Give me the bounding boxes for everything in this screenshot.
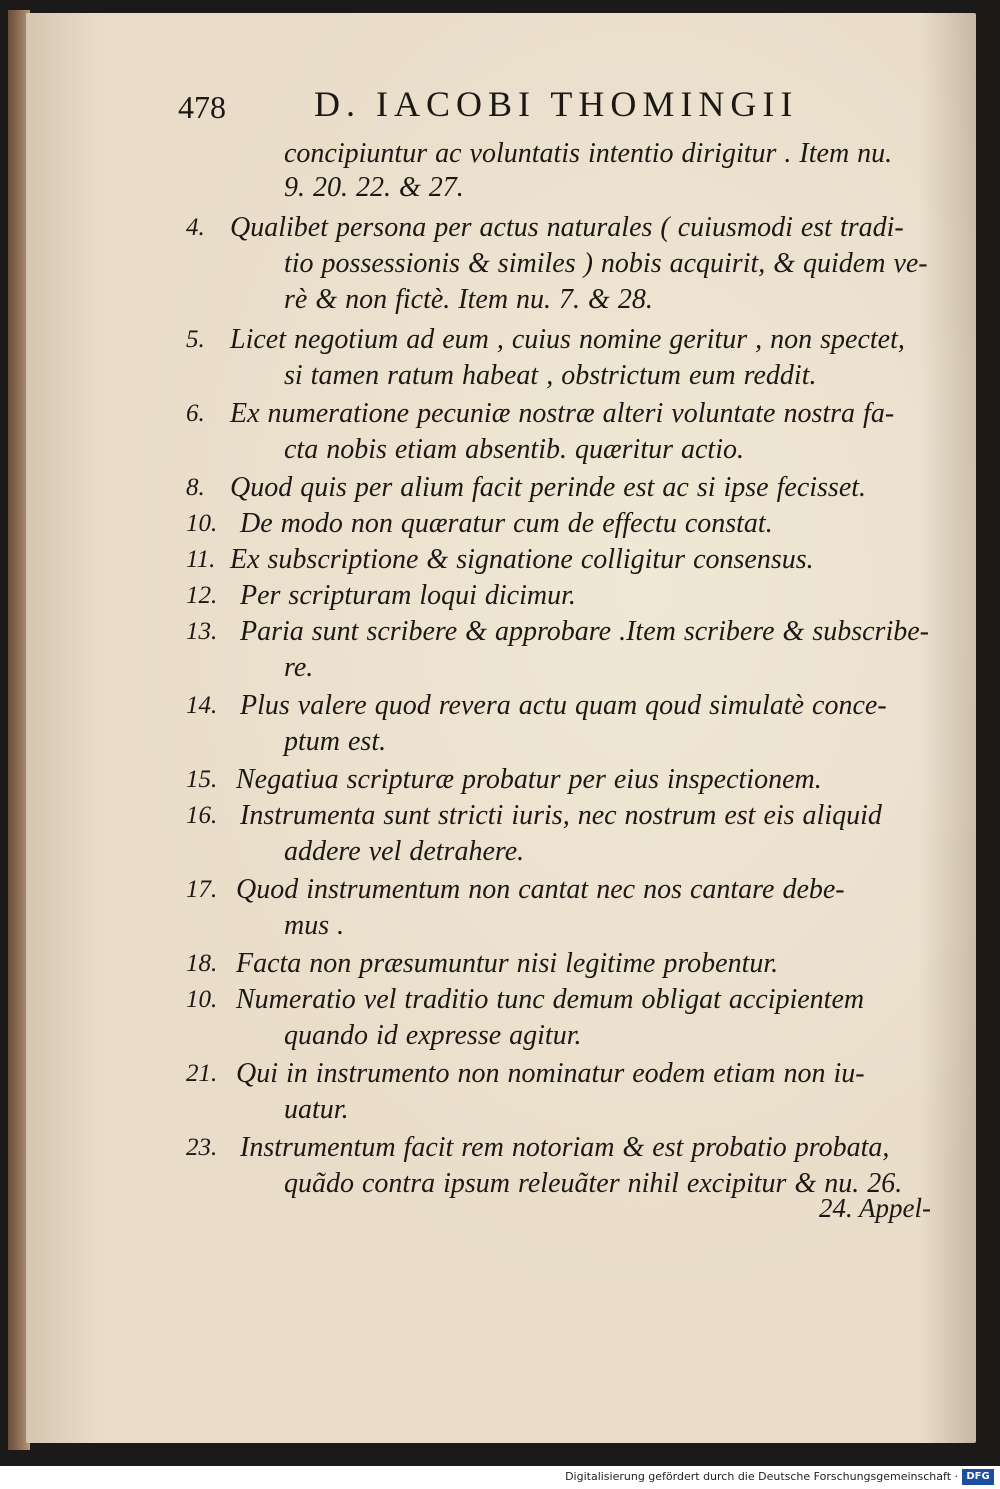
entry-number: 8. xyxy=(186,474,205,501)
entry-line: quando id expresse agitur. xyxy=(284,1020,582,1051)
entry-line: Per scripturam loqui dicimur. xyxy=(240,580,576,611)
entry-line: Numeratio vel traditio tunc demum obligat accipientem xyxy=(236,984,865,1015)
page-number: 478 xyxy=(178,89,226,125)
entry-number: 12. xyxy=(186,582,218,609)
entry-number: 14. xyxy=(186,692,218,719)
entry-line: re. xyxy=(284,652,314,683)
entry-line: Paria sunt scribere & approbare .Item scribere & subscribe- xyxy=(240,616,929,647)
entry-number: 13. xyxy=(186,618,218,645)
entry-number: 23. xyxy=(186,1134,218,1161)
entry-line: Instrumenta sunt stricti iuris, nec nostrum est eis aliquid xyxy=(240,800,882,831)
entry-number: 15. xyxy=(186,766,218,793)
dfg-logo: DFG xyxy=(962,1469,994,1485)
entry-line: Plus valere quod revera actu quam qoud simulatè conce- xyxy=(240,690,887,721)
entry-number: 17. xyxy=(186,876,218,903)
entry-line: rè & non fictè. Item nu. 7. & 28. xyxy=(284,284,653,315)
entry-number: 10. xyxy=(186,510,218,537)
entry-line: 9. 20. 22. & 27. xyxy=(284,172,464,203)
entry-number: 10. xyxy=(186,986,218,1013)
funding-credit: Digitalisierung gefördert durch die Deutsche Forschungsgemeinschaft · xyxy=(565,1470,958,1483)
entry-line: Qualibet persona per actus naturales ( cuiusmodi est tradi- xyxy=(230,212,904,243)
summary-list xyxy=(26,13,976,1443)
entry-line: concipiuntur ac voluntatis intentio dirigitur . Item nu. xyxy=(284,138,893,169)
entry-line: Ex numeratione pecuniæ nostræ alteri voluntate nostra fa- xyxy=(230,398,895,429)
entry-number: 16. xyxy=(186,802,218,829)
entry-line: Quod quis per alium facit perinde est ac si ipse fecisset. xyxy=(230,472,867,503)
entry-line: addere vel detrahere. xyxy=(284,836,525,867)
entry-number: 6. xyxy=(186,400,205,427)
book-page xyxy=(26,13,976,1443)
running-head-title: D. IACOBI THOMINGII xyxy=(314,84,799,124)
footer-bar xyxy=(0,1466,1000,1489)
entry-line: Quod instrumentum non cantat nec nos cantare debe- xyxy=(236,874,845,905)
entry-line: si tamen ratum habeat , obstrictum eum reddit. xyxy=(284,360,817,391)
entry-line: De modo non quæratur cum de effectu constat. xyxy=(240,508,773,539)
entry-number: 5. xyxy=(186,326,205,353)
catchword: 24. Appel- xyxy=(819,1193,931,1223)
entry-number: 4. xyxy=(186,214,205,241)
entry-number: 11. xyxy=(186,546,216,573)
entry-number: 21. xyxy=(186,1060,218,1087)
entry-line: Negatiua scripturæ probatur per eius inspectionem. xyxy=(236,764,822,795)
entry-line: tio possessionis & similes ) nobis acquirit, & quidem ve- xyxy=(284,248,928,279)
entry-line: quãdo contra ipsum releuãter nihil excipitur & nu. 26. xyxy=(284,1168,903,1199)
entry-line: mus . xyxy=(284,910,345,941)
entry-line: Instrumentum facit rem notoriam & est probatio probata, xyxy=(240,1132,890,1163)
entry-number: 18. xyxy=(186,950,218,977)
entry-line: Ex subscriptione & signatione colligitur consensus. xyxy=(230,544,814,575)
entry-line: ptum est. xyxy=(284,726,387,757)
entry-line: cta nobis etiam absentib. quæritur actio. xyxy=(284,434,744,465)
entry-line: Facta non præsumuntur nisi legitime probentur. xyxy=(236,948,779,979)
entry-line: Licet negotium ad eum , cuius nomine geritur , non spectet, xyxy=(230,324,905,355)
entry-line: Qui in instrumento non nominatur eodem etiam non iu- xyxy=(236,1058,865,1089)
entry-line: uatur. xyxy=(284,1094,349,1125)
